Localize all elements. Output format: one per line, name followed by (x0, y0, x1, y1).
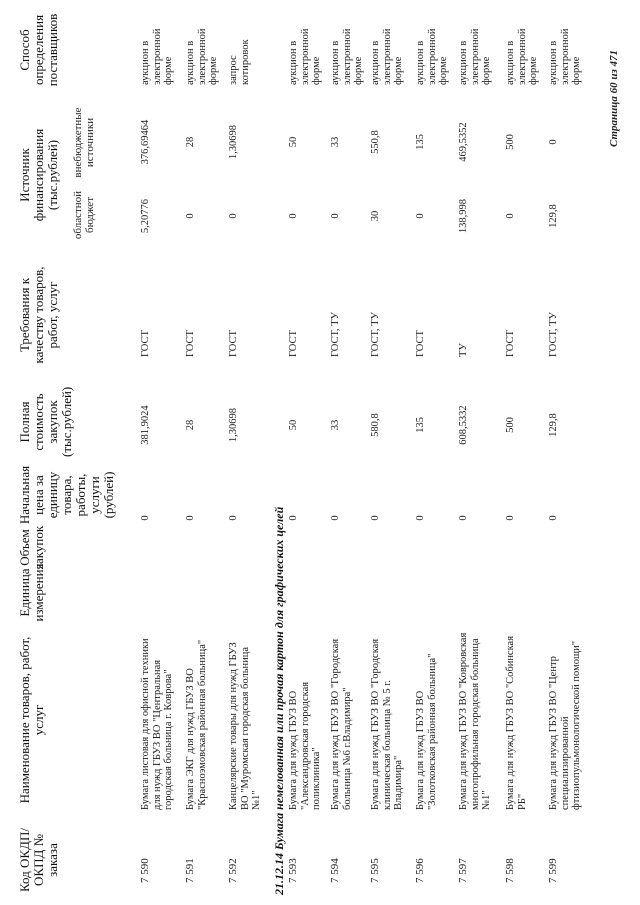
row-price: 0 (415, 515, 426, 521)
row-method: аукцион в электронной форме (140, 28, 174, 85)
row-full-cost: 580,8 (370, 413, 381, 437)
row-name: Канцелярские товары для нужд ГБУЗ ВО "Муромская городская больница №1" (228, 642, 262, 810)
row-name: Бумага для нужд ГБУЗ ВО "Александровская городская поликлиника" (288, 681, 322, 810)
row-full-cost: 28 (185, 419, 196, 431)
row-name: Бумага листовая для офисной техники для нужд ГБУЗ ВО "Центральная городская больница г. Коврова" (140, 638, 174, 810)
row-requirements: ТУ (458, 343, 469, 357)
row-price: 0 (140, 515, 151, 521)
row-full-cost: 129,8 (548, 413, 559, 437)
row-regional: 0 (330, 213, 341, 219)
row-extra: 550,8 (370, 130, 381, 154)
row-code: 7 591 (184, 858, 196, 883)
row-extra: 28 (185, 136, 196, 148)
row-name: Бумага для нужд ГБУЗ ВО "Ковровская многопрофильная городская больница №1" (458, 632, 492, 810)
row-name: Бумага для нужд ГБУЗ ВО "Центр специализированной фтизиопульмонологической помощи" (548, 641, 582, 810)
header-code: Код ОКДП/ ОКПД № заказа (17, 828, 60, 892)
row-requirements: ГОСТ (505, 330, 516, 357)
row-regional: 0 (185, 213, 196, 219)
row-regional: 0 (228, 213, 239, 219)
row-method: аукцион в электронной форме (415, 28, 449, 85)
row-requirements: ГОСТ (415, 330, 426, 357)
row-regional: 129,8 (548, 204, 559, 228)
row-regional: 0 (505, 213, 516, 219)
row-code: 7 598 (504, 858, 516, 883)
row-price: 0 (228, 515, 239, 521)
row-name: Бумага для нужд ГБУЗ ВО "Городская клиническая больница № 5 г. Владимира" (370, 638, 404, 810)
row-regional: 0 (415, 213, 426, 219)
header-method: Способ определения поставщиков (17, 13, 60, 87)
row-method: аукцион в электронной форме (288, 28, 322, 85)
row-code: 7 594 (329, 858, 341, 883)
row-code: 7 590 (139, 858, 151, 883)
row-requirements: ГОСТ (140, 330, 151, 357)
header-funding-extra: внебюджетные источники (72, 107, 96, 178)
row-method: аукцион в электронной форме (330, 28, 364, 85)
row-code: 7 599 (547, 858, 559, 883)
group-code: 21.12.14 (272, 853, 286, 895)
row-extra: 469,5352 (458, 122, 469, 162)
header-volume: Объем закупок (17, 525, 46, 570)
row-extra: 500 (505, 134, 516, 150)
row-name: Бумага для нужд ГБУЗ ВО "Золотковская районная больница" (415, 653, 438, 810)
header-funding: Источник финансирования (тыс.рублей) (17, 128, 60, 222)
row-name: Бумага для нужд ГБУЗ ВО "Собинская РБ" (505, 635, 528, 810)
row-extra: 33 (330, 136, 341, 148)
row-method: запрос котировок (228, 39, 251, 85)
row-code: 7 592 (227, 858, 239, 883)
row-requirements: ГОСТ (185, 330, 196, 357)
group-title: Бумага немелованная или прочая картон для графических целей (272, 506, 286, 850)
row-full-cost: 33 (330, 419, 341, 431)
row-method: аукцион в электронной форме (458, 28, 492, 85)
row-requirements: ГОСТ (228, 330, 239, 357)
row-price: 0 (458, 515, 469, 521)
row-full-cost: 135 (415, 417, 426, 433)
row-price: 0 (330, 515, 341, 521)
row-extra: 1,30698 (228, 124, 239, 160)
page-number: Страница 60 из 471 (608, 49, 620, 147)
row-regional: 5,20776 (140, 198, 151, 234)
row-extra: 135 (415, 134, 426, 150)
row-price: 0 (505, 515, 516, 521)
row-full-cost: 500 (505, 417, 516, 433)
header-requirements: Требования к качеству товаров, работ, услуг (17, 266, 60, 364)
row-full-cost: 381,9024 (140, 405, 151, 445)
header-name: Наименование товаров, работ, услуг (17, 636, 46, 804)
row-method: аукцион в электронной форме (505, 28, 539, 85)
row-method: аукцион в электронной форме (548, 28, 582, 85)
header-full-cost: Полная стоимость закупок (тыс.рублей) (17, 386, 74, 457)
row-name: Бумага для нужд ГБУЗ ВО "Городская больница №6 г.Владимира" (330, 638, 353, 810)
header-funding-regional: областной бюджет (72, 190, 96, 240)
row-full-cost: 608,5332 (458, 405, 469, 445)
row-extra: 0 (548, 139, 559, 145)
row-requirements: ГОСТ (288, 330, 299, 357)
row-code: 7 596 (414, 858, 426, 883)
row-price: 0 (548, 515, 559, 521)
row-method: аукцион в электронной форме (185, 28, 219, 85)
row-extra: 50 (288, 136, 299, 148)
row-requirements: ГОСТ, ТУ (548, 312, 559, 357)
row-extra: 376,69464 (140, 119, 151, 165)
row-regional: 0 (288, 213, 299, 219)
row-full-cost: 50 (288, 419, 299, 431)
group-header (272, 507, 287, 895)
row-code: 7 593 (287, 858, 299, 883)
row-regional: 30 (370, 210, 381, 222)
header-price: Начальная цена за единицу товара, работы, услуги (рублей) (17, 465, 116, 525)
row-full-cost: 1,30698 (228, 407, 239, 443)
row-price: 0 (185, 515, 196, 521)
row-regional: 138,998 (458, 198, 469, 234)
row-method: аукцион в электронной форме (370, 28, 404, 85)
row-name: Бумага ЭКГ для нужд ГБУЗ ВО "Красноэмовская районная больница" (185, 639, 208, 810)
row-price: 0 (370, 515, 381, 521)
header-unit: Единица измерения (17, 563, 46, 622)
row-price: 0 (288, 515, 299, 521)
row-code: 7 597 (457, 858, 469, 883)
row-requirements: ГОСТ, ТУ (370, 312, 381, 357)
row-code: 7 595 (369, 858, 381, 883)
row-requirements: ГОСТ, ТУ (330, 312, 341, 357)
